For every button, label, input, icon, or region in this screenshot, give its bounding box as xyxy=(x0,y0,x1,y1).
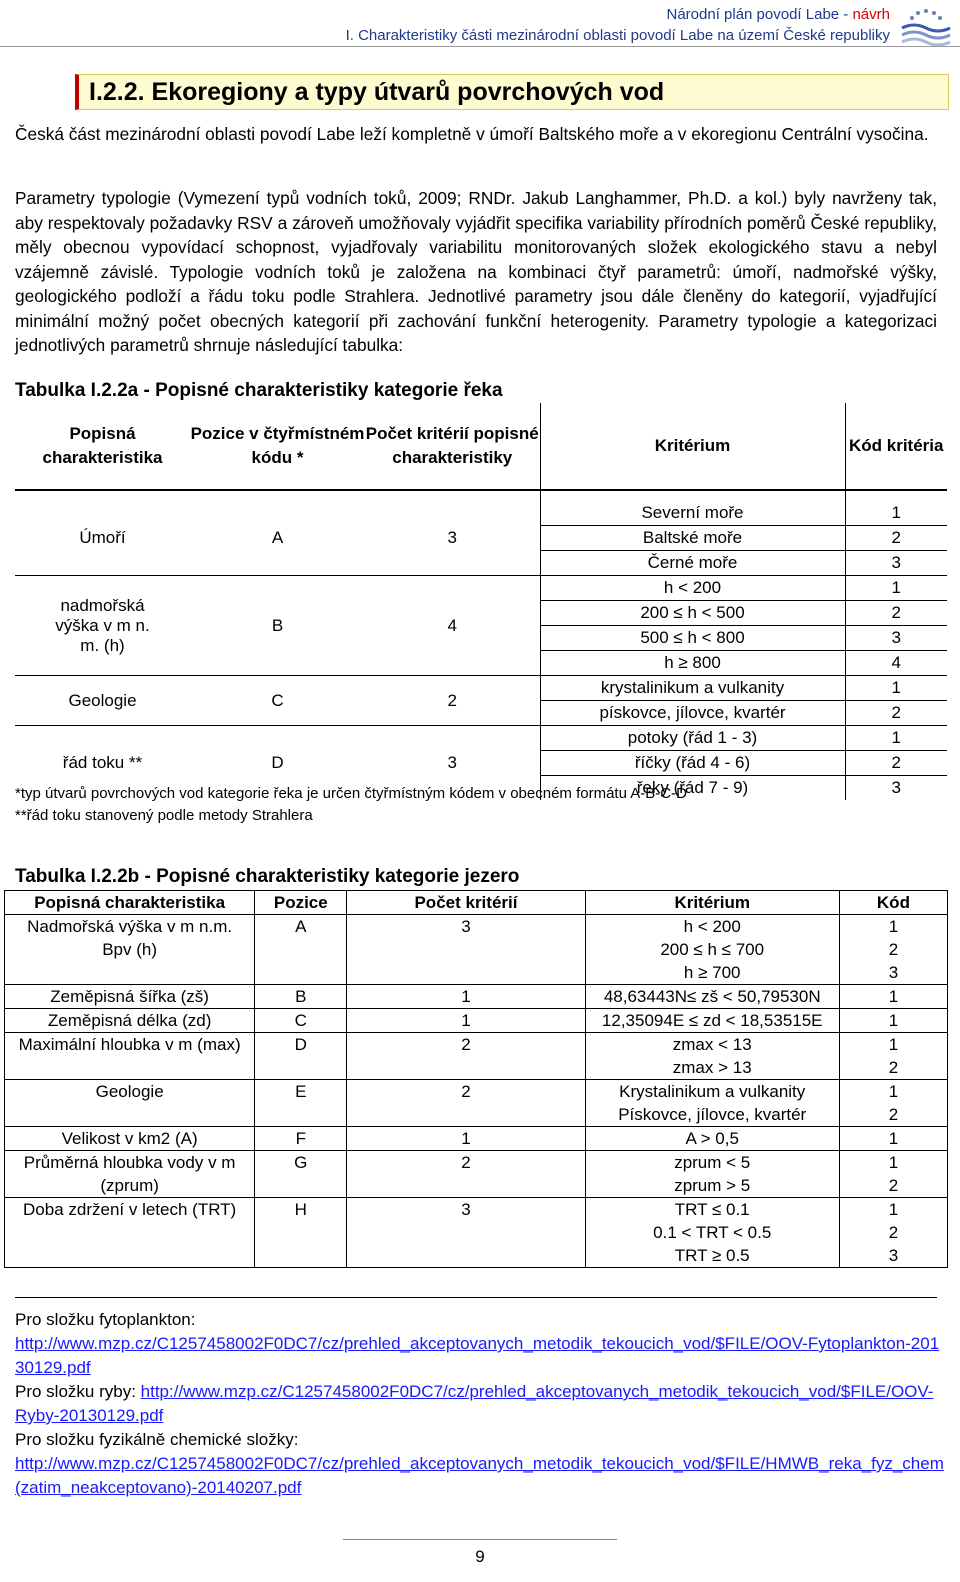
table1-footnote-1: *typ útvarů povrchových vod kategorie řeka je určen čtyřmístným kódem v obecném formátu A-B-C-D xyxy=(15,785,687,802)
criterion-code: 3 xyxy=(845,776,947,801)
criterion-code-line: 1 xyxy=(888,1129,899,1148)
criterion xyxy=(585,985,839,1009)
header-divider xyxy=(0,46,960,47)
table2-caption: Tabulka I.2.2b - Popisné charakteristiky kategorie jezero xyxy=(15,866,520,887)
column-header: Pozice v čtyřmístném kódu * xyxy=(190,403,365,490)
criteria-count: 3 xyxy=(447,528,457,547)
table-row xyxy=(15,501,947,526)
criterion-code xyxy=(839,1198,947,1268)
table-row xyxy=(5,1033,948,1080)
code-position: D xyxy=(190,726,365,801)
criterion xyxy=(585,1151,839,1198)
criteria-count: 1 xyxy=(347,985,585,1009)
criterion-code: 1 xyxy=(845,576,947,601)
characteristic-name: Úmoří xyxy=(79,528,126,547)
table-row xyxy=(5,915,948,985)
criterion-line: 48,63443N≤ zš < 50,79530N xyxy=(603,987,821,1006)
column-header: Pozice xyxy=(255,891,347,915)
criterion: krystalinikum a vulkanity xyxy=(540,676,845,701)
table1-footnote-2: **řád toku stanovený podle metody Strahlera xyxy=(15,807,313,824)
code-position: D xyxy=(255,1033,347,1080)
criterion-code-line: 1 xyxy=(888,1153,899,1172)
footnotes xyxy=(15,1308,945,1500)
criterion: Severní moře xyxy=(540,501,845,526)
criterion-line: zmax > 13 xyxy=(672,1058,752,1077)
criterion-code-line: 2 xyxy=(888,1176,899,1195)
criterion-line: 12,35094E ≤ zd < 18,53515E xyxy=(601,1011,823,1030)
criterion-code-line: 2 xyxy=(888,940,899,959)
criterion-code-line: 1 xyxy=(888,917,899,936)
characteristic-name: Průměrná hloubka vody v m (zprum) xyxy=(5,1151,255,1198)
criterion-line: TRT ≥ 0.5 xyxy=(674,1246,750,1265)
criterion-line: 0.1 < TRT < 0.5 xyxy=(653,1223,772,1242)
fish-link[interactable]: http://www.mzp.cz/C1257458002F0DC7/cz/prehled_akceptovanych_metodik_tekoucich_vod/$FILE/OOV-Ryby-20130129.pdf xyxy=(15,1382,934,1425)
criterion xyxy=(585,1080,839,1127)
criteria-count: 2 xyxy=(347,1080,585,1127)
criterion-code xyxy=(839,1080,947,1127)
criterion: h ≥ 800 xyxy=(540,651,845,676)
criteria-count: 4 xyxy=(365,576,540,676)
footnote-phytoplankton-label: Pro složku fytoplankton: xyxy=(15,1310,196,1329)
characteristic-name: Geologie xyxy=(15,676,190,726)
code-position: H xyxy=(255,1198,347,1268)
criterion-line: Pískovce, jílovce, kvartér xyxy=(618,1105,807,1124)
code-position: A xyxy=(271,528,284,547)
criterion-code: 2 xyxy=(845,526,947,551)
lake-characteristics-table xyxy=(4,890,948,1268)
criterion: potoky (řád 1 - 3) xyxy=(540,726,845,751)
column-header: Počet kritérií xyxy=(347,891,585,915)
criterion-code-line: 1 xyxy=(888,987,899,1006)
criteria-count: 2 xyxy=(347,1033,585,1080)
code-position: C xyxy=(190,676,365,726)
criterion: 200 ≤ h < 500 xyxy=(540,601,845,626)
criterion xyxy=(585,1198,839,1268)
criterion-code xyxy=(839,1033,947,1080)
criterion-line: h < 200 xyxy=(683,917,741,936)
column-header: Kritérium xyxy=(540,403,845,490)
characteristic-name: Maximální hloubka v m (max) xyxy=(5,1033,255,1080)
code-position: A xyxy=(255,915,347,985)
criterion-code-line: 1 xyxy=(888,1200,899,1219)
eu-flag-logo-icon xyxy=(900,6,952,46)
criteria-count: 2 xyxy=(347,1151,585,1198)
criterion-code xyxy=(839,915,947,985)
criteria-count: 2 xyxy=(365,676,540,726)
criterion: Černé moře xyxy=(540,551,845,576)
criteria-count: 3 xyxy=(365,726,540,801)
criterion xyxy=(585,1127,839,1151)
criterion-line: TRT ≤ 0.1 xyxy=(674,1200,750,1219)
table-header-row xyxy=(5,891,948,915)
criteria-count: 1 xyxy=(347,1127,585,1151)
code-position: E xyxy=(255,1080,347,1127)
table-row xyxy=(5,1127,948,1151)
code-position: G xyxy=(255,1151,347,1198)
criterion-code-line: 2 xyxy=(888,1058,899,1077)
characteristic-name: Nadmořská výška v m n.m. Bpv (h) xyxy=(5,915,255,985)
header-title: Národní plán povodí Labe - xyxy=(666,6,853,23)
intro-paragraph: Česká část mezinárodní oblasti povodí Labe leží kompletně v úmoří Baltského moře a v ekoregionu Centrální vysočina. xyxy=(15,124,929,144)
criterion-line: zprum > 5 xyxy=(674,1176,751,1195)
criterion-code-line: 3 xyxy=(888,1246,899,1265)
criterion-code xyxy=(839,985,947,1009)
criterion-line: A > 0,5 xyxy=(685,1129,739,1148)
criterion-code: 1 xyxy=(845,726,947,751)
table-row xyxy=(15,676,947,701)
criterion xyxy=(585,915,839,985)
code-position: C xyxy=(255,1009,347,1033)
phytoplankton-link[interactable]: http://www.mzp.cz/C1257458002F0DC7/cz/prehled_akceptovanych_metodik_tekoucich_vod/$FILE/OOV-Fytoplankton-20130129.pdf xyxy=(15,1334,940,1377)
criteria-count: 1 xyxy=(347,1009,585,1033)
criterion-code: 2 xyxy=(845,751,947,776)
criterion-code: 1 xyxy=(845,501,947,526)
characteristic-name: Velikost v km2 (A) xyxy=(5,1127,255,1151)
page-number-divider xyxy=(343,1539,617,1540)
criterion-code xyxy=(839,1009,947,1033)
characteristic-name: Doba zdržení v letech (TRT) xyxy=(5,1198,255,1268)
physchem-link[interactable]: http://www.mzp.cz/C1257458002F0DC7/cz/prehled_akceptovanych_metodik_tekoucich_vod/$FILE/HMWB_reka_fyz_chem(zatim_neakceptovano)-20140207.pdf xyxy=(15,1454,944,1497)
header-subtitle: I. Charakteristiky části mezinárodní oblasti povodí Labe na území České republiky xyxy=(345,27,890,44)
table1-caption: Tabulka I.2.2a - Popisné charakteristiky kategorie řeka xyxy=(15,380,503,401)
column-header: Kód kritéria xyxy=(845,403,947,490)
criterion-code-line: 1 xyxy=(888,1082,899,1101)
criterion xyxy=(585,1009,839,1033)
criteria-count: 3 xyxy=(347,1198,585,1268)
characteristic-name: řád toku ** xyxy=(15,726,190,801)
criterion-code-line: 2 xyxy=(888,1223,899,1242)
table-row xyxy=(5,1198,948,1268)
code-position: F xyxy=(255,1127,347,1151)
criterion: h < 200 xyxy=(540,576,845,601)
footnote-fish-label: Pro složku ryby: xyxy=(15,1382,141,1401)
table-row xyxy=(5,1151,948,1198)
code-position: B xyxy=(255,985,347,1009)
code-position: B xyxy=(190,576,365,676)
table-row xyxy=(5,1080,948,1127)
criterion-code xyxy=(839,1151,947,1198)
criterion: říčky (řád 4 - 6) xyxy=(540,751,845,776)
criterion xyxy=(585,1033,839,1080)
column-header: Počet kritérií popisné charakteristiky xyxy=(365,403,540,490)
column-header: Popisná charakteristika xyxy=(15,403,190,490)
column-header: Kód xyxy=(839,891,947,915)
characteristic-name: Zeměpisná šířka (zš) xyxy=(5,985,255,1009)
criterion-code: 3 xyxy=(845,551,947,576)
typology-paragraph: Parametry typologie (Vymezení typů vodních toků, 2009; RNDr. Jakub Langhammer, Ph.D. a kol.) byly navrženy tak, aby respektovaly požadavky RSV a zároveň umožňovaly vyjádřit specifika variability přírodních poměrů České republiky, měly obecnou vypovídací schopnost, vyjadřovaly variabilitu monitorovaných složek ekologického stavu a nebyl vzájemně závislé. Typologie vodních toků je založena na kombinaci čtyř parametrů: úmoří, nadmořské výšky, geologického podloží a řádu toku podle Strahlera. Jednotlivé parametry jsou dále členěny do kategorií, vyjadřující minimální možný počet obecných kategorií při zachování funkční heterogenity. Parametry typologie a kategorizaci jednotlivých parametrů shrnuje následující tabulka: xyxy=(15,188,937,355)
criteria-count: 3 xyxy=(347,915,585,985)
criterion-code: 4 xyxy=(845,651,947,676)
criterion-code: 2 xyxy=(845,701,947,726)
criterion-code-line: 1 xyxy=(888,1011,899,1030)
page-header xyxy=(346,4,890,46)
criterion: pískovce, jílovce, kvartér xyxy=(540,701,845,726)
criterion-code: 2 xyxy=(845,601,947,626)
characteristic-name: nadmořská výška v m n. m. (h) xyxy=(15,576,190,676)
criterion-code-line: 3 xyxy=(888,963,899,982)
criterion-code: 3 xyxy=(845,626,947,651)
header-draft-label: návrh xyxy=(852,6,890,23)
criterion-line: zmax < 13 xyxy=(672,1035,752,1054)
criterion-code xyxy=(839,1127,947,1151)
criterion-code: 1 xyxy=(845,676,947,701)
table-row xyxy=(15,726,947,751)
section-heading: I.2.2. Ekoregiony a typy útvarů povrchových vod xyxy=(75,74,949,110)
footnote-physchem-label: Pro složku fyzikálně chemické složky: xyxy=(15,1430,299,1449)
footnote-separator xyxy=(15,1297,937,1298)
criterion-line: 200 ≤ h ≤ 700 xyxy=(660,940,765,959)
page-number: 9 xyxy=(475,1547,485,1566)
criterion-line: zprum < 5 xyxy=(674,1153,751,1172)
table-header-row xyxy=(15,403,947,490)
criterion: řeky (řád 7 - 9) xyxy=(540,776,845,801)
criterion-code-line: 1 xyxy=(888,1035,899,1054)
criterion-line: h ≥ 700 xyxy=(683,963,741,982)
criterion-code-line: 2 xyxy=(888,1105,899,1124)
table-row xyxy=(15,576,947,601)
criterion-line: Krystalinikum a vulkanity xyxy=(619,1082,806,1101)
river-characteristics-table xyxy=(15,403,947,800)
table-row xyxy=(5,1009,948,1033)
criterion: Baltské moře xyxy=(540,526,845,551)
column-header: Popisná charakteristika xyxy=(5,891,255,915)
criterion: 500 ≤ h < 800 xyxy=(540,626,845,651)
characteristic-name: Geologie xyxy=(5,1080,255,1127)
characteristic-name: Zeměpisná délka (zd) xyxy=(5,1009,255,1033)
table-row xyxy=(5,985,948,1009)
lake-table-body xyxy=(5,915,948,1268)
column-header: Kritérium xyxy=(585,891,839,915)
